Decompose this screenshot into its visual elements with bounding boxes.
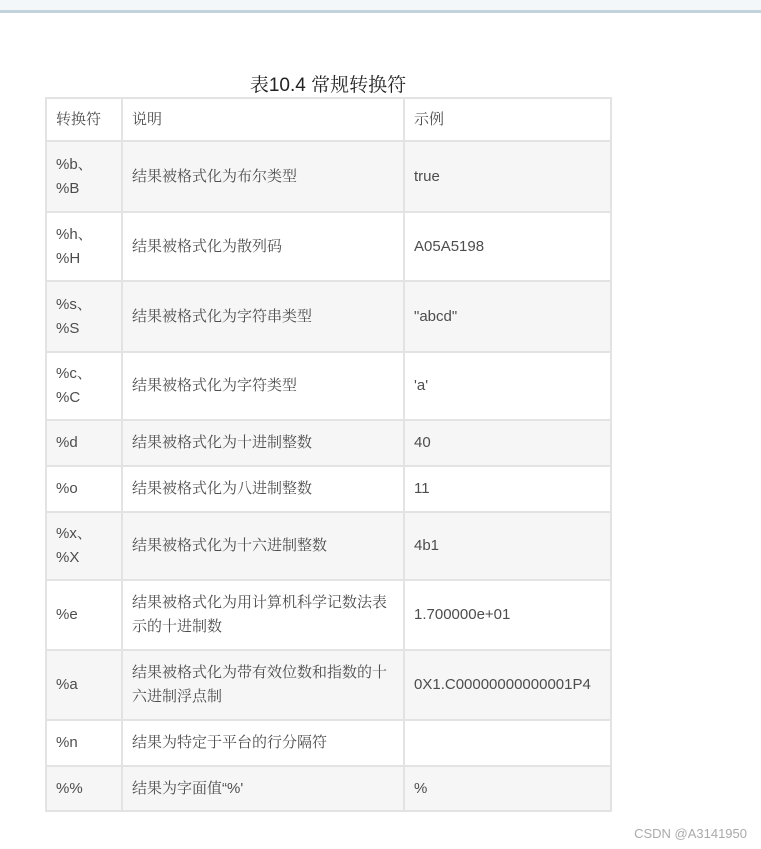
cell-example: A05A5198 [404,212,611,281]
cell-desc: 结果为字面值“%' [122,766,404,811]
cell-spec: %b、 %B [46,141,122,212]
table-row [46,512,611,580]
cell-spec: %d [46,420,122,466]
table-row [46,466,611,512]
cell-example: 'a' [404,352,611,420]
cell-desc: 结果被格式化为用计算机科学记数法表示的十进制数 [122,580,404,650]
table-row [46,720,611,766]
cell-example: % [404,766,611,811]
watermark: CSDN @A3141950 [634,826,747,841]
cell-spec: %x、 %X [46,512,122,580]
cell-example: 1.700000e+01 [404,580,611,650]
table-header-row [46,98,611,141]
cell-desc: 结果为特定于平台的行分隔符 [122,720,404,766]
table-row [46,141,611,212]
table-row [46,281,611,352]
table-row [46,420,611,466]
table-caption: 表10.4 常规转换符 [249,75,407,96]
cell-example [404,720,611,766]
cell-spec: %o [46,466,122,512]
table-row [46,212,611,281]
table-row [46,580,611,650]
cell-desc: 结果被格式化为十进制整数 [122,420,404,466]
cell-spec: %e [46,580,122,650]
table-row [46,352,611,420]
cell-desc: 结果被格式化为散列码 [122,212,404,281]
cell-example: "abcd" [404,281,611,352]
table-row [46,650,611,720]
cell-example: 40 [404,420,611,466]
header-spec: 转换符 [46,98,122,141]
cell-spec: %% [46,766,122,811]
cell-example: true [404,141,611,212]
cell-spec: %s、 %S [46,281,122,352]
conversion-table [45,97,612,812]
cell-example: 0X1.C00000000000001P4 [404,650,611,720]
cell-desc: 结果被格式化为字符串类型 [122,281,404,352]
cell-spec: %n [46,720,122,766]
cell-spec: %h、 %H [46,212,122,281]
cell-spec: %a [46,650,122,720]
table-row [46,766,611,811]
cell-desc: 结果被格式化为带有效位数和指数的十六进制浮点制 [122,650,404,720]
cell-spec: %c、 %C [46,352,122,420]
cell-desc: 结果被格式化为布尔类型 [122,141,404,212]
header-example: 示例 [404,98,611,141]
cell-example: 4b1 [404,512,611,580]
cell-desc: 结果被格式化为八进制整数 [122,466,404,512]
header-desc: 说明 [122,98,404,141]
cell-desc: 结果被格式化为十六进制整数 [122,512,404,580]
cell-desc: 结果被格式化为字符类型 [122,352,404,420]
cell-example: 11 [404,466,611,512]
top-bar [0,0,761,13]
